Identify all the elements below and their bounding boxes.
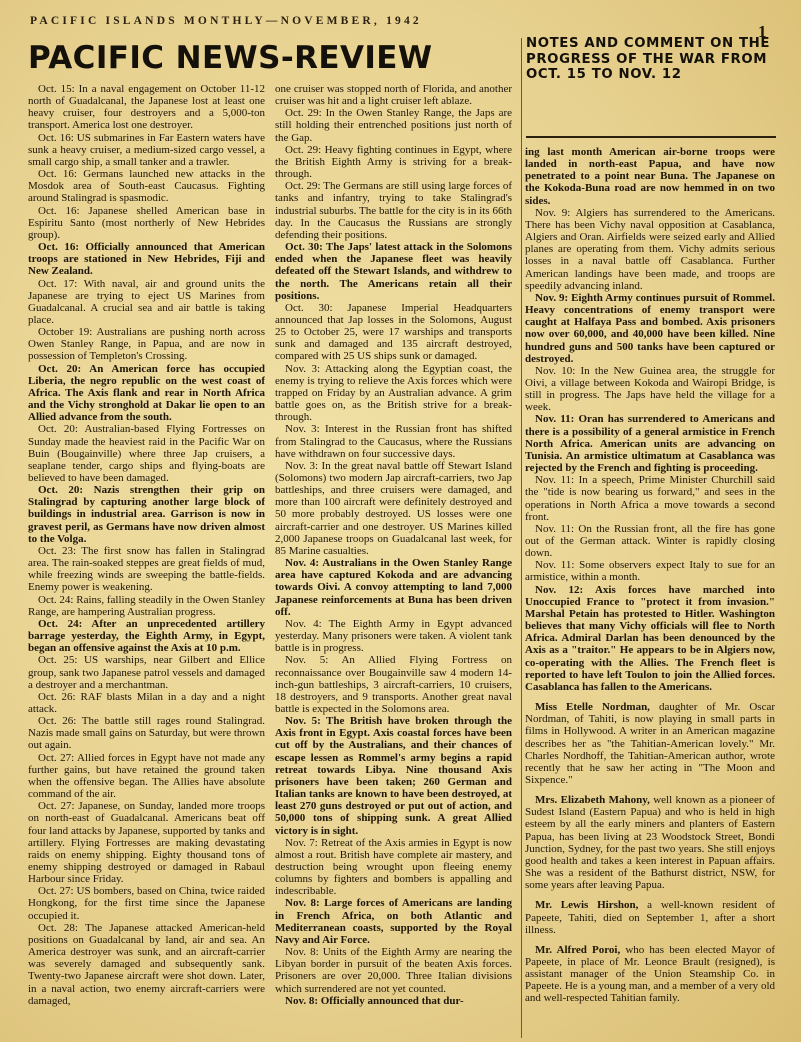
news-item: Nov. 9: Algiers has surrendered to the Americans. There has been Vichy naval opposition at Casablanca, Algiers and Oran. Airfields were seized early and Allied planes are operating from them. Vichy admits serious losses in a naval battle off Casablanca. Further American landings have been made, and troops are speedily advancing inland.	[525, 206, 775, 292]
news-item: one cruiser was stopped north of Florida, and another cruiser was hit and a light cruiser left ablaze.	[275, 83, 512, 108]
news-item: Nov. 11: On the Russian front, all the fire has gone out of the German attack. Winter is rapidly closing down.	[525, 522, 775, 560]
news-item: Oct. 23: The first snow has fallen in Stalingrad area. The rain-soaked steppes are great fields of mud, while freezing winds are sweeping the battle-fields. Enemy power is weakening.	[28, 544, 265, 594]
news-item: Oct. 29: In the Owen Stanley Range, the Japs are still holding their entrenched positions just north of the Gap.	[275, 107, 512, 144]
person-name: Miss Etelle Nordman,	[535, 701, 650, 714]
news-item: Oct. 26: RAF blasts Milan in a day and a night attack.	[28, 690, 265, 715]
news-column-1	[28, 83, 265, 1038]
column-divider	[521, 38, 522, 1038]
personal-note-text: well known as a pioneer of Sudest Island (Eastern Papua) and who is held in high esteem by all the early miners and planters of Eastern Papua, has been living at 23 Woodstock Street, Bondi Junction, Sydney, for the past two years. She still enjoys good health and takes a keen interest in Papuan affairs. She was a resident of the Bathurst district, NSW, for some years after leaving Papua.	[525, 794, 775, 892]
personal-note	[525, 944, 775, 1005]
news-item: Oct. 16: US submarines in Far Eastern waters have sunk a heavy cruiser, a medium-sized cargo vessel, a small cargo ship, a small tanker and a trawler.	[28, 131, 265, 168]
news-item: Oct. 20: An American force has occupied Liberia, the negro republic on the west coast of Africa. The Axis flank and rear in North Africa and the Vichy stronghold at Dakar lie open to an Allied advance from the south.	[28, 362, 265, 424]
notes-heading: NOTES AND COMMENT ON THE PROGRESS OF THE WAR FROM OCT. 15 TO NOV. 12	[526, 36, 771, 82]
news-item: Oct. 16: Officially announced that American troops are stationed in New Hebrides, Fiji and New Zealand.	[28, 241, 265, 278]
news-item: Oct. 26: The battle still rages round Stalingrad. Nazis made small gains on Saturday, but were thrown out again.	[28, 715, 265, 752]
news-item: Nov. 5: The British have broken through the Axis front in Egypt. Axis coastal forces have been cut off by the Australians, and their chances of escape lessen as Rommel's army begins a rapid retreat towards Libya. Nine thousand Axis prisoners have been taken; 260 German and Italian tanks are known to have been destroyed, at least 270 guns destroyed or put out of action, and 50,000 tons of shipping sunk. A great Allied victory is in sight.	[275, 715, 512, 837]
news-item: Nov. 10: In the New Guinea area, the struggle for Oivi, a village between Kokoda and Wairopi Bridge, is still in progress. The Japs have held the village for a week.	[525, 364, 775, 414]
news-item: Oct. 28: The Japanese attacked American-held positions on Guadalcanal by land, air and sea. An America destroyer was sunk, and an aircraft-carrier was severely damaged and subsequently sank. Twenty-two Japanese aircraft were shot down. Later, in a naval action, two enemy aircraft-carriers were damaged,	[28, 921, 265, 1007]
heading-rule	[526, 136, 776, 138]
news-item: Nov. 11: In a speech, Prime Minister Churchill said the "tide is now bearing us forward," and sees in the operations in North Africa a move towards a second front.	[525, 474, 775, 523]
news-item: Oct. 24: After an unprecedented artillery barrage yesterday, the Eighth Army, in Egypt, began an offensive against the Axis at 10 p.m.	[28, 617, 265, 655]
news-item: Nov. 4: The Eighth Army in Egypt advanced yesterday. Many prisoners were taken. A violent tank battle is in progress.	[275, 617, 512, 655]
news-item: Oct. 20: Nazis strengthen their grip on Stalingrad by capturing another large block of buildings in industrial area. Garrison is now in gravest peril, as Germans have now driven almost to the Volga.	[28, 484, 265, 545]
news-item: Nov. 4: Australians in the Owen Stanley Range area have captured Kokoda and are advancing towards Oivi. A convoy attempting to land 7,000 Japanese reinforcements at Buna has been driven off.	[275, 557, 512, 618]
news-column-2	[275, 83, 512, 1038]
news-item: Nov. 9: Eighth Army continues pursuit of Rommel. Heavy concentrations of enemy transport were caught at Halfaya Pass and bombed. Axis prisoners now over 60,000, and 40,000 have been killed. Nine hundred guns and 500 tanks have been captured or destroyed.	[525, 291, 775, 365]
news-item: Oct. 27: US bombers, based on China, twice raided Hongkong, for the first time since the Japanese occupied it.	[28, 885, 265, 922]
news-item: Oct. 17: With naval, air and ground units the Japanese are trying to eject US Marines from Guadalcanal. A crucial sea and air battle is taking place.	[28, 277, 265, 326]
news-item: Nov. 8: Large forces of Americans are landing in French Africa, on both Atlantic and Mediterranean coasts, supported by the Royal Navy and Air Force.	[275, 897, 512, 946]
news-item: ing last month American air-borne troops were landed in north-east Papua, and have now penetrated to a point near Buna. The Japanese on the Kokoda-Buna road are now hemmed in on two sides.	[525, 146, 775, 207]
news-item: Oct. 15: In a naval engagement on October 11-12 north of Guadalcanal, the Japanese lost at least one heavy cruiser, four destroyers and a 5,000-ton transport. America lost one destroyer.	[28, 83, 265, 132]
news-item: October 19: Australians are pushing north across Owen Stanley Range, in Papua, and are now in possession of Templeton's Crossing.	[28, 326, 265, 363]
person-name: Mrs. Elizabeth Mahony,	[535, 794, 650, 807]
news-item: Nov. 11: Some observers expect Italy to sue for an armistice, within a month.	[525, 559, 775, 584]
news-item: Oct. 20: Australian-based Flying Fortresses on Sunday made the heaviest raid in the Pacific War on Buin (Bougainville) where three Jap cruisers, a seaplane tender, cargo ships and flying-boats are believed to have been damaged.	[28, 423, 265, 484]
personal-note	[525, 899, 775, 935]
personal-note-text: a well-known resident of Papeete, Tahiti, died on September 1, after a short illness.	[525, 899, 775, 936]
news-item: Oct. 30: The Japs' latest attack in the Solomons ended when the Japanese fleet was heavily defeated off the Stewart Islands, and withdrew to the north. The Americans retain all their positions.	[275, 241, 512, 302]
news-item: Nov. 8: Officially announced that dur-	[285, 994, 464, 1007]
news-item: Nov. 8: Units of the Eighth Army are nearing the Libyan border in pursuit of the beaten Axis forces. Prisoners are over 20,000. Three Italian divisions which surrendered are not yet counted.	[275, 946, 512, 995]
running-header: PACIFIC ISLANDS MONTHLY—NOVEMBER, 1942	[30, 15, 422, 27]
news-item: Oct. 27: Japanese, on Sunday, landed more troops on north-east of Guadalcanal. Americans beat off four land attacks by Japanese, supported by tanks and artillery. Flying Fortresses are making devastating raids on enemy shipping. Eighty thousand tons of enemy shipping destroyed or damaged in Rabaul Harbour since Friday.	[28, 800, 265, 886]
news-item: Oct. 30: Japanese Imperial Headquarters announced that Jap losses in the Solomons, August 25 to October 25, were 17 warships and transports sunk and damaged and 135 aircraft destroyed, compared with 25 US ships sunk or damaged.	[275, 301, 512, 363]
news-item: Oct. 24: Rains, falling steadily in the Owen Stanley Range, are hampering Australian progress.	[28, 593, 265, 618]
news-item: Oct. 27: Allied forces in Egypt have not made any further gains, but have retained the ground taken when the offensive began. The Allies have absolute command of the air.	[28, 751, 265, 801]
news-item: Nov. 3: Interest in the Russian front has shifted from Stalingrad to the Caucasus, where the Russians have withdrawn on four successive days.	[275, 423, 512, 460]
news-item: Nov. 3: Attacking along the Egyptian coast, the enemy is trying to relieve the Axis forces which were trapped on Friday by an Australian advance. A grim battle goes on, as the British strive for a break-through.	[275, 362, 512, 424]
news-item: Nov. 11: Oran has surrendered to Americans and there is a possibility of a general armistice in French North Africa. American units are advancing on Tunisia. An armistice ultimatum at Casablanca was rejected by the French and fighting is proceeding.	[525, 413, 775, 475]
news-item: Nov. 12: Axis forces have marched into Unoccupied France to "protect it from invasion." Marshal Petain has protested to Hitler. Washington believes that many Vichy officials will flee to North Africa. Admiral Darlan has been denounced by the Axis as a "traitor." He appears to be in Algiers now, co-operating with the Allies. The French fleet is reported to have left Toulon to join the Allied forces. Casablanca has fallen to the Americans.	[525, 583, 775, 693]
news-item: Oct. 16: Japanese shelled American base in Espiritu Santo (most northerly of New Hebrides group).	[28, 204, 265, 241]
page-title: PACIFIC NEWS-REVIEW	[28, 40, 433, 76]
personal-note-text: daughter of Mr. Oscar Nordman, of Tahiti, is now playing in small parts in films in Hollywood. A writer in an American magazine describes her as "the Tahitian-American lovely." Mr. Charles Nordhoff, the Tahitian-American author, wrote recently that he saw her acting in "The Moon and Sixpence."	[525, 701, 775, 786]
news-item: Oct. 29: The Germans are still using large forces of tanks and infantry, trying to take Stalingrad's industrial suburbs. The battle for the city is in its 66th day. In the Caucasus the Russians are strongly defending their positions.	[275, 180, 512, 241]
news-item: Oct. 25: US warships, near Gilbert and Ellice group, sank two Japanese patrol vessels and damaged a destroyer and a merchantman.	[28, 654, 265, 691]
news-item: Nov. 7: Retreat of the Axis armies in Egypt is now almost a rout. British have complete air mastery, and destruction being wrought upon fleeing enemy columns by fighters and bombers is appalling and indescribable.	[275, 836, 512, 898]
news-item: Nov. 3: In the great naval battle off Stewart Island (Solomons) two modern Jap aircraft-carriers, two Jap battleships, and three cruisers were damaged, and more than 100 aircraft were definitely destroyed and 50 more probably destroyed. US losses were one aircraft-carrier and one destroyer. US Marines killed 2,000 Japanese troops on Guadalcanal last week, for 85 Marine casualties.	[275, 459, 512, 557]
page-number: 1	[758, 22, 767, 41]
person-name: Mr. Alfred Poroi,	[535, 943, 621, 956]
news-item: Oct. 16: Germans launched new attacks in the Mosdok area of South-east Caucasus. Fighting around Stalingrad is spasmodic.	[28, 168, 265, 205]
news-item: Nov. 5: An Allied Flying Fortress on reconnaissance over Bougainville saw 4 modern 14-inch-gun battleships, 3 aircraft-carriers, 10 cruisers, 18 destroyers, and 9 transports. Another great naval battle is expected in the Solomons area.	[275, 654, 512, 715]
person-name: Mr. Lewis Hirshon,	[535, 899, 639, 912]
news-item: Oct. 29: Heavy fighting continues in Egypt, where the British Eighth Army is striving for a break-through.	[275, 143, 512, 181]
personal-note-text: who has been elected Mayor of Papeete, in place of Mr. Leonce Brault (resigned), is assistant manager of the Union Steamship Co. in Papeete. He is a young man, and a member of a very old and well-respected Tahitian family.	[525, 943, 775, 1005]
personal-note	[525, 701, 775, 786]
personal-note	[525, 794, 775, 891]
news-column-3	[525, 146, 775, 1038]
